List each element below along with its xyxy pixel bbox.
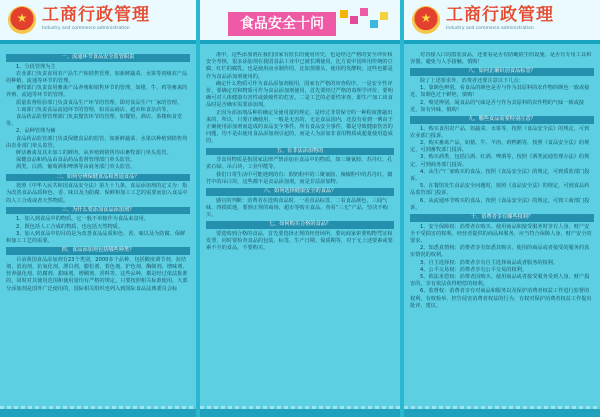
paragraph: 食品药品监督管理部门负责餐饮环节的管理，如餐馆、酒店、茶楼和食堂等。: [6, 114, 183, 128]
header-band: [404, 40, 600, 44]
paragraph: 正因为添加剂品种的确定及使用量的规定，是经过非常保守的一种程度推敲出来的，所以，只要正确使用，一般是无害的，无论食品国内，还没有看到一例由于正确使用添加剂而造成的食品安全事件。所有食品安全事件，都是导致健康伤害的问题，均不是由使用食品添加剂引起的，而是人为添加非食用物质或超量使用造成的。: [206, 109, 393, 145]
paragraph: 按照《中华人民共和国食品安全法》第九十九条，食品添加剂的定义为：指为改善食品品质和色、香、味以及为防腐、保鲜和加工工艺的需要而加入食品中的人工合成或者天然物质。: [6, 183, 188, 204]
right-header: [404, 0, 600, 44]
header-band: [0, 40, 196, 44]
paragraph: 保健食品和药品由食品药品监督管理部门单头监管。: [16, 157, 136, 164]
paragraph: 非食用物质是指国家法律严禁添加在食品中的物质，如三聚氰胺、苏丹红、孔雀石绿、吊白块、工业甲醛等。: [206, 157, 393, 171]
paragraph: 除了上述要求外，消费者还要注意以下几点：: [420, 78, 524, 84]
decor-square: [340, 10, 348, 18]
paragraph: 1、安全保障权：消费者在购买、使用商品和接受服务时享有人身、财产安全不受损害的权利。经营者提供的商品和服务，应当符合保障人身、财产安全的要求。: [410, 223, 592, 245]
emblem-icon: [8, 6, 36, 34]
middle-panel: [200, 0, 400, 417]
paragraph: 6、监督权：消费者享有对商品和服务以及保护消费者权益工作进行监督的权利，有权检举、控告侵害消费者权益的行为，有权对保护消费者权益工作提出批评、建议。: [410, 288, 592, 309]
paragraph: 感官的判断：消费者在选购食品时，一看食品标签、二看食品颜色、三闻气味、四摸质地，要到正规的商场、超市等购买食品，查看“三无”产品，坚决不购买。: [206, 197, 388, 219]
paragraph: 2、嗅觉辨别。闻食品的气味是否与作为其原料的农作物的气味一致或接近，如有异味，慎购！: [410, 99, 585, 113]
section-heading: 九、哪些食品需要特别注意？: [410, 116, 594, 124]
paragraph: 畜牧部门负责食用畜禽产品养殖和销售环节的管理，如猪、牛、鸡等畜禽的养殖、流通等环节的管理。: [6, 85, 188, 99]
paragraph: 农业部门负责食用农产品生产和销售管理，如新鲜蔬菜、水果等初级农产品的种植、流通等环节的管理。: [6, 70, 188, 84]
paragraph: 食品药品监管部门负责保健食品的监管，如新鲜蔬菜、水果以种植到销售均由农业部门单头监管。: [6, 135, 188, 149]
logo-name: 工商行政管理: [446, 5, 554, 25]
paragraph: 要选购到合格的食品，首先要选择正规的经营场所，要向商家索要购物凭证和发票，同时要检查食品的包装、标签、生产日期、保质期等，对于无上述要素或要素不全的食品，不要购买。: [206, 230, 393, 252]
section-heading: 七、如何购买合格的食品？: [206, 221, 394, 229]
logo-subtitle: Industry and commerce administration: [446, 26, 534, 31]
left-header: [0, 0, 196, 44]
emblem-icon: [412, 6, 440, 34]
paragraph: 3、购买酒类，包括白酒、红酒、啤酒等，按照《酒类流通管理办法》的规定，可到商务部门投诉。: [410, 154, 590, 168]
paragraph: 1、购买食用农产品，如蔬菜、水果等，按照《食品安全法》的规定，可到农业部门投诉。: [410, 125, 590, 139]
bottom-bar: [0, 409, 196, 417]
paragraph: 2、知悉真情权：消费者享有知悉其购买、使用的商品或者接受的服务的真实情况的权利。: [410, 245, 590, 259]
section-heading: 三、为什么要添加食品添加剂？: [6, 207, 190, 215]
paragraph: 5、依法求偿权：消费者因购买、使用商品或者接受服务受到人身、财产损害的，享有依法获得赔偿的权利。: [410, 274, 590, 288]
section-heading: 一、流通环节食品安全监管职责: [6, 54, 190, 62]
section-heading: 六、如何选择健康安全的食品？: [206, 188, 394, 196]
paragraph: 质量监督检验部门负责食品生产环节的管理，即对食品生产厂家的管理。: [16, 99, 183, 106]
middle-column: [206, 52, 394, 407]
section-heading: 五、有非法添加物的: [206, 148, 394, 156]
bottom-bar: [404, 409, 600, 417]
bottom-bar: [200, 409, 400, 417]
paragraph: 2、既包括人工合成的物质，也包括天然物质。: [16, 223, 124, 230]
paragraph: 酒类、白酒、葡萄酒和啤酒等由商务部门单头监管。: [16, 164, 136, 171]
left-column: [6, 52, 190, 407]
right-panel: [404, 0, 600, 417]
middle-header: [200, 0, 400, 44]
paragraph: 2、购买畜禽产品，如猪、牛、羊肉、鸡鸭鹅等，按照《食品安全法》的规定，可到畜牧部门投诉。: [410, 140, 590, 154]
section-heading: 十、消费者享有哪些权利？: [410, 214, 594, 222]
paragraph: 1、分段管理为主: [16, 63, 56, 70]
paragraph: 4、从生产厂家购买的食品，按照《食品安全法》的规定，可到质监部门投诉。: [410, 168, 590, 183]
section-heading: 二、如何分辨保健食品和普通食品？: [6, 174, 190, 182]
paragraph: 鲜活畜禽及其未加工的鲜肉，从养殖到销售均由畜牧部门单头监管。: [16, 150, 172, 157]
paragraph: 6、从流通环节购买的食品，按照《食品安全法》的规定，可到工商部门投诉。: [410, 197, 590, 211]
right-column: [410, 52, 594, 407]
section-heading: 四、食品添加剂包括哪些种类？: [6, 247, 190, 255]
paragraph: 3、加入到食品中的目的是为改善食品品质和色、香、味以及为防腐、保鲜和加工工艺的需要。: [6, 230, 186, 245]
left-panel: [0, 0, 196, 417]
logo-name: 工商行政管理: [42, 5, 150, 25]
paragraph: 1、靠颜色辨别。看食品的颜色是否与作为其原料的农作物的颜色一致或接近，如颜色过于鲜艳，慎购！: [410, 85, 590, 99]
decor-square: [350, 16, 358, 24]
decor-square: [360, 8, 368, 16]
paragraph: 确定什么物质可作为食品添加剂使用，国家有严格的审查程序。一是安全性评价，要确定对和物质可作为食品添加剂使用，首先要经过严格的毒理学评价，要明确可对人体健康有害性或致癌性的危害。二是工艺的必要性审查，即生产加工该食品时是否确实需要添加剂。: [206, 80, 393, 109]
page-title: 食品安全十问: [240, 16, 324, 32]
logo-subtitle: Industry and commerce administration: [42, 26, 130, 31]
paragraph: 1、加入到食品中的物质，它一般不单独作为食品来食用。: [16, 216, 149, 223]
paragraph: 目前我国食品添加剂有23个类别，2000多个品种，包括酸度调节剂、抗结剂、消泡剂、抗氧化剂、漂白剂、膨松剂、着色剂、护色剂、酶制剂、增味剂、营养强化剂、防腐剂、甜味剂、增稠剂、香料等。这些品种，都是经过依法批准的，同时对其使用范围和使用量均有严格的规定。只要按照相关标准使用，大部分添加剂是国外广泛使用的，国际相关组织也列入到国际食品法典委员会标: [6, 256, 188, 292]
paragraph: 4、公平交易权：消费者享有公平交易的权利。: [420, 266, 528, 273]
header-band: [200, 40, 400, 44]
section-heading: 八、如何正确识别食品标签？: [410, 68, 594, 76]
paragraph: 3、自主选择权：消费者享有自主选择商品或者服务的权利。: [420, 259, 559, 266]
title-box: [228, 12, 336, 36]
paragraph: 2、品种管理为辅: [16, 128, 56, 135]
paragraph: 对直接入口的散装食品，还要看是否有防蝇防尘的设施，是否有专用工具和容器，避免与人手接触。慎购！: [410, 52, 592, 66]
decor-square: [370, 20, 378, 28]
paragraph: 我们日常生活中可能遇到的有：假奶粉中的三聚氰胺、辣椒粉中的苏丹红、腐竹中的吊白块，这些都不是食品添加剂，而是非法添加物。: [206, 171, 393, 185]
paragraph: 工商部门负责食品流通环节的管理，如食品商店、超市和食杂店等。: [16, 106, 172, 113]
paragraph: 5、在餐馆发生食品安全问题时，按照《食品安全法》的规定，可到食品药品监管部门投诉。: [410, 183, 590, 197]
decor-square: [380, 12, 388, 20]
paragraph: 准中，这些添加剂在我们国家有很长的使用历史，也是经过严格的安全评价和安全考核，很多添加剂在我国食品工业中已被长期使用，比方说中国所用传统的豆腐、红烂的腐乳，也是使用卤水制作的，比如蒸馒头，使用的发酵粉，这些也都是作为食品添加剂使用的。: [206, 52, 393, 80]
